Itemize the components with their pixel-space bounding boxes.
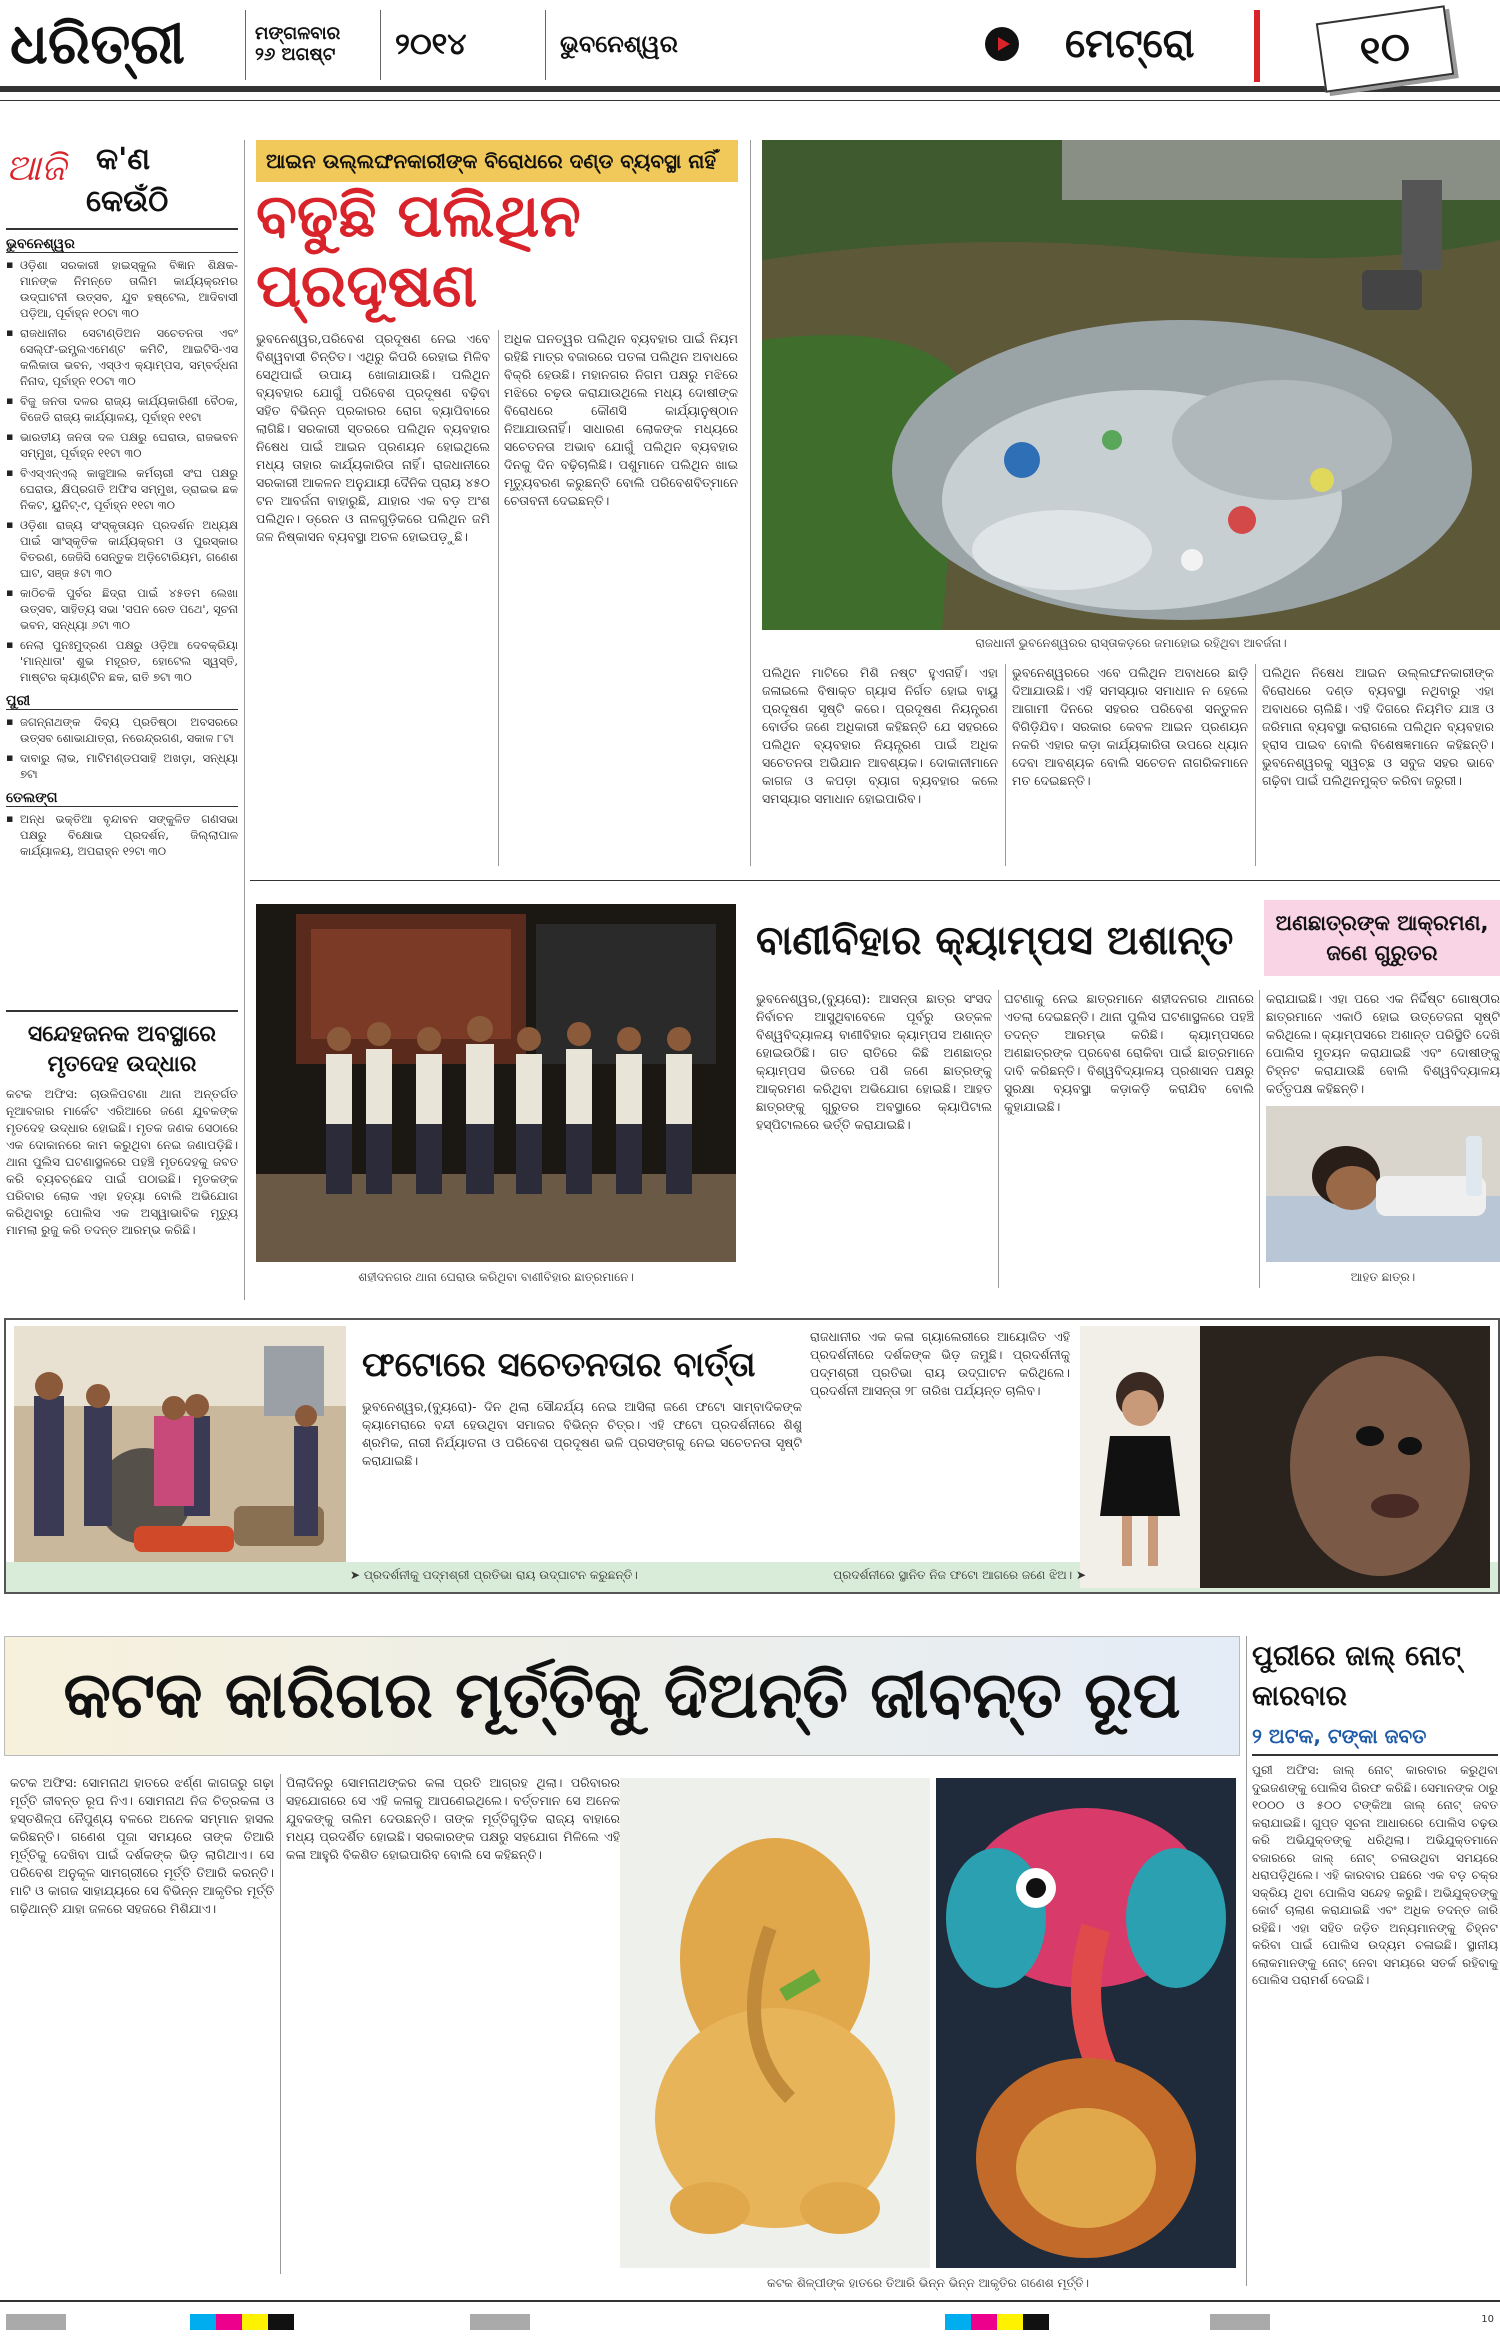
issue-date-text: ୨୬ ଅଗଷ୍ଟ — [255, 44, 336, 65]
artisan-headline-text: କଟକ କାରିଗର ମୂର୍ତ୍ତିକୁ ଦିଅନ୍ତି ଜୀବନ୍ତ ରୂପ — [63, 1659, 1181, 1733]
campus-column-1: ଭୁବନେଶ୍ୱର,(ବ୍ୟୁରୋ): ଆସନ୍ତା ଛାତ୍ର ସଂସଦ ନିର୍ବାଚନ ଆସୁଥିବାବେଳେ ପୂର୍ବରୁ ଉତ୍କଳ ବିଶ୍ୱବିଦ୍ୟାଳୟ ବାଣୀବିହାର କ୍ୟାମ୍ପସ ଅଶାନ୍ତ ହୋଇଉଠିଛି। ଗତ ରାତିରେ କିଛି ଅଣଛାତ୍ର କ୍ୟାମ୍ପସ ଭିତରେ ପଶି ଜଣେ ଛାତ୍ରଙ୍କୁ ଆକ୍ରମଣ କରିଥିବା ଅଭିଯୋଗ ହୋଇଛି। ଆହତ ଛାତ୍ରଙ୍କୁ ଗୁରୁତର ଅବସ୍ଥାରେ କ୍ୟାପିଟାଲ ହସ୍ପିଟାଲରେ ଭର୍ତ୍ତି କରାଯାଇଛି। — [756, 991, 992, 1132]
ganesh-idol-photo-1 — [620, 1778, 930, 2268]
event-item: ▪ ଓଡ଼ିଶା ସରକାରୀ ହାଇସ୍କୁଲ ବିଜ୍ଞାନ ଶିକ୍ଷକ-ମାନଙ୍କ ନିମନ୍ତେ ତାଲିମ କାର୍ଯ୍ୟକ୍ରମର ଉଦ୍‌ଘାଟନୀ ଉତ୍ସବ, ଯୁବ ହଷ୍ଟେଲ, ଆଦିବାସୀ ପଡ଼ିଆ, ପୂର୍ବାହ୍ନ ୧୦ଟା ୩୦ — [6, 257, 238, 321]
artisan-column-2: ପିଲାଦିନରୁ ସୋମନାଥଙ୍କର କଳା ପ୍ରତି ଆଗ୍ରହ ଥିଲା। ପରିବାରର ସହଯୋଗରେ ସେ ଏହି କଳାକୁ ଆପଣେଇଥିଲେ। ବର୍ତ୍ତମାନ ସେ ଅନେକ ଯୁବକଙ୍କୁ ତାଲିମ ଦେଉଛନ୍ତି। ତାଙ୍କ ମୂର୍ତ୍ତିଗୁଡ଼ିକ ରାଜ୍ୟ ବାହାରେ ମଧ୍ୟ ପ୍ରଦର୍ଶିତ ହୋଇଛି। ସରକାରଙ୍କ ପକ୍ଷରୁ ସହଯୋଗ ମିଳିଲେ ଏହି କଳା ଆହୁରି ବିକଶିତ ହୋଇପାରିବ ବୋଲି ସେ କହିଛନ୍ତି। — [286, 1775, 620, 1862]
girl-photo-art — [1080, 1326, 1490, 1588]
campus-column-2: ଘଟଣାକୁ ନେଇ ଛାତ୍ରମାନେ ଶହୀଦନଗର ଥାନାରେ ଏତଲା ଦେଇଛନ୍ତି। ଥାନା ପୁଲିସ ଘଟଣାସ୍ଥଳରେ ପହଞ୍ଚି ତଦନ୍ତ ଆରମ୍ଭ କରିଛି। କ୍ୟାମ୍ପସରେ ଅଣଛାତ୍ରଙ୍କ ପ୍ରବେଶ ରୋକିବା ପାଇଁ ଛାତ୍ରମାନେ ଦାବି କରିଛନ୍ତି। ବିଶ୍ୱବିଦ୍ୟାଳୟ ପ୍ରଶାସନ ପକ୍ଷରୁ ସୁରକ୍ଷା ବ୍ୟବସ୍ଥା କଡ଼ାକଡ଼ି କରାଯିବ ବୋଲି କୁହାଯାଇଛି। — [1004, 991, 1254, 1114]
issue-city-text: ଭୁବନେଶ୍ୱର — [560, 30, 678, 58]
issue-date — [255, 0, 375, 88]
sidebar-title-sub: କେଉଁଠି — [86, 184, 169, 219]
fake-notes-body: ପୁରୀ ଅଫିସ: ଜାଲ୍ ନୋଟ୍ କାରବାର କରୁଥିବା ଦୁଇଜଣଙ୍କୁ ପୋଲିସ ଗିରଫ କରିଛି। ସେମାନଙ୍କ ଠାରୁ ୧୦୦୦ ଓ ୫୦୦ ଟଙ୍କିଆ ଜାଲ୍ ନୋଟ୍ ଜବତ କରାଯାଇଛି। ଗୁପ୍ତ ସୂଚନା ଆଧାରରେ ପୋଲିସ ଚଢ଼ଉ କରି ଅଭିଯୁକ୍ତଙ୍କୁ ଧରିଥିଲା। ଅଭିଯୁକ୍ତମାନେ ବଜାରରେ ଜାଲ୍ ନୋଟ୍ ଚଳାଉଥିବା ସମୟରେ ଧରାପଡ଼ିଥିଲେ। ଏହି କାରବାର ପଛରେ ଏକ ବଡ଼ ଚକ୍ର ସକ୍ରିୟ ଥିବା ପୋଲିସ ସନ୍ଦେହ କରୁଛି। ଅଭିଯୁକ୍ତଙ୍କୁ କୋର୍ଟ ଚାଲାଣ କରାଯାଇଛି ଏବଂ ଅଧିକ ତଦନ୍ତ ଜାରି ରହିଛି। ଏହା ସହିତ ଜଡ଼ିତ ଅନ୍ୟମାନଙ୍କୁ ଚିହ୍ନଟ କରିବା ପାଇଁ ପୋଲିସ ଉଦ୍ୟମ ଚଳାଇଛି। ସ୍ଥାନୀୟ ଲୋକମାନଙ୍କୁ ନୋଟ୍ ନେବା ସମୟରେ ସତର୍କ ରହିବାକୁ ପୋଲିସ ପରାମର୍ଶ ଦେଇଛି। — [1252, 1763, 1498, 1987]
girl-photo — [1080, 1326, 1490, 1588]
story-body: କଟକ ଅଫିସ: ଚାଉଳିପଟଣା ଥାନା ଅନ୍ତର୍ଗତ ନୂଆବଜାର ମାର୍କେଟ ଏରିଆରେ ଜଣେ ଯୁବକଙ୍କ ମୃତଦେହ ଉଦ୍ଧାର ହୋଇଛି। ମୃତକ ଜଣକ ସେଠାରେ ଏକ ଦୋକାନରେ କାମ କରୁଥିବା ନେଇ ଜଣାପଡ଼ିଛି। ଥାନା ପୁଲିସ ଘଟଣାସ୍ଥଳରେ ପହଞ୍ଚି ମୃତଦେହକୁ ଜବତ କରି ବ୍ୟବଚ୍ଛେଦ ପାଇଁ ପଠାଇଛି। ମୃତକଙ୍କ ପରିବାର ଲୋକ ଏହା ହତ୍ୟା ବୋଲି ଅଭିଯୋଗ କରିଥିବାରୁ ପୋଲିସ ଏକ ଅସ୍ୱାଭାବିକ ମୃତ୍ୟୁ ମାମଲା ରୁଜୁ କରି ତଦନ୍ତ ଆରମ୍ଭ କରିଛି। — [6, 1087, 238, 1237]
expo-caption-right-text: ପ୍ରଦର୍ଶନୀରେ ସ୍ଥାନିତ ନିଜ ଫଟୋ ଆଗରେ ଜଣେ ଝିଅ। — [833, 1568, 1073, 1582]
ganesh-photo-caption: କଟକ ଶିଳ୍ପୀଙ୍କ ହାତରେ ତିଆରି ଭିନ୍ନ ଭିନ୍ନ ଆକୃତିର ଗଣେଶ ମୂର୍ତ୍ତି। — [766, 2276, 1090, 2290]
event-item: ▪ ଓଡ଼ିଶା ରାଜ୍ୟ ସଂସ୍କୃତାୟନ ପ୍ରଦର୍ଶନ ଅଧ୍ୟକ୍ଷ ପାଇଁ ସାଂସ୍କୃତିକ କାର୍ଯ୍ୟକ୍ରମ ଓ ପୁରସ୍କାର ବିତରଣ, ଜେଜିସି ସେନ୍ତୁକ ଅଡ଼ିଟୋରିୟମ, ଗଣେଶ ଘାଟ, ସଞ୍ଜ ୫ଟା ୩୦ — [6, 517, 238, 581]
page-number: ୧୦ — [1357, 22, 1413, 76]
lead-kicker-text: ଆଇନ ଉଲ୍ଲଙ୍ଘନକାରୀଙ୍କ ବିରୋଧରେ ଦଣ୍ଡ ବ୍ୟବସ୍ଥା ନାହିଁ — [266, 149, 717, 173]
expo-caption-left: ➤ ପ୍ରଦର୍ଶନୀକୁ ପଦ୍ମଶ୍ରୀ ପ୍ରତିଭା ରାୟ ଉଦ୍‌ଘାଟନ କରୁଛନ୍ତି। — [350, 1568, 638, 1582]
issue-city — [560, 0, 740, 88]
sidebar-title — [6, 140, 238, 230]
event-item: ▪ ବିଜୁ ଜନତା ଦଳର ରାଜ୍ୟ କାର୍ଯ୍ୟକାରିଣୀ ବୈଠକ, ବିଜେଡି ରାଜ୍ୟ କାର୍ଯ୍ୟାଳୟ, ପୂର୍ବାହ୍ନ ୧୧ଟା — [6, 393, 238, 425]
inauguration-art — [14, 1326, 346, 1562]
ganesh-idol-art-1 — [620, 1778, 930, 2268]
event-item: ▪ ବିଏସ୍‌ଏନ୍‌ଏଲ୍ କାଜୁଆଲ କର୍ମଚାରୀ ସଂଘ ପକ୍ଷରୁ ଘେରାଉ, କ୍ଷିପ୍ରଗତି ଅଫିସ ସମ୍ମୁଖ, ଡ୍ରାଇଭ ଛକ ନିକଟ, ୟୁନିଟ୍-୯, ପୂର୍ବାହ୍ନ ୧୧ଟା ୩୦ — [6, 465, 238, 513]
expo-caption-right: ପ୍ରଦର୍ଶନୀରେ ସ୍ଥାନିତ ନିଜ ଫଟୋ ଆଗରେ ଜଣେ ଝିଅ। ➤ — [833, 1568, 1086, 1582]
exhibition-inauguration-photo — [14, 1326, 346, 1562]
city-name: ପୁରୀ — [6, 693, 238, 710]
campus-subhead — [1264, 900, 1500, 976]
photo-expo-column-1: ଭୁବନେଶ୍ୱର,(ବ୍ୟୁରୋ)- ଦିନ ଥିଲା ସୌନ୍ଦର୍ଯ୍ୟ ନେଇ ଆସିଲା ଜଣେ ଫଟୋ ସାମ୍ବାଦିକଙ୍କ କ୍ୟାମେରାରେ ବନ୍ଦୀ ହେଉଥିବା ସମାଜର ବିଭିନ୍ନ ଚିତ୍ର। ଏହି ଫଟୋ ପ୍ରଦର୍ଶନୀରେ ଶିଶୁ ଶ୍ରମିକ, ନାରୀ ନିର୍ଯ୍ୟାତନା ଓ ପରିବେଶ ପ୍ରଦୂଷଣ ଭଳି ପ୍ରସଙ୍ଗକୁ ନେଇ ସଚେତନତା ସୃଷ୍ଟି କରାଯାଇଛି। — [362, 1399, 802, 1468]
section-divider — [1254, 10, 1260, 82]
events-sidebar — [6, 140, 238, 980]
fake-notes-subhead: ୨ ଅଟକ, ଟଙ୍କା ଜବତ — [1252, 1724, 1427, 1748]
brand-name: ଧରିତ୍ରୀ — [10, 10, 185, 77]
students-protest-art — [256, 904, 736, 1262]
photo-expo-headline — [362, 1340, 802, 1390]
fake-notes-headline: ପୁରୀରେ ଜାଲ୍ ନୋଟ୍ କାରବାର — [1252, 1639, 1462, 1712]
lead-kicker — [256, 140, 738, 182]
lead-headline — [256, 181, 738, 321]
issue-year-text: ୨୦୧୪ — [395, 26, 467, 62]
ganesh-idol-art-2 — [936, 1778, 1236, 2268]
campus-headline-text: ବାଣୀବିହାର କ୍ୟାମ୍ପସ ଅଶାନ୍ତ — [756, 918, 1234, 964]
artisan-headline-band — [4, 1636, 1240, 1756]
masthead — [0, 0, 1500, 92]
campus-headline — [756, 906, 1256, 976]
brand-logo — [10, 0, 240, 88]
city-name: ତେଲଙ୍ଗ — [6, 790, 238, 807]
event-item: ▪ କାଠିଚକି ପୁର୍ବର ଛିଦ୍ରା ପାଇଁ ୪୫ତମ ଲେଖା ଉତ୍ସବ, ସାହିତ୍ୟ ସଭା 'ସପନ ରେତ ପଥେ', ସୂଚନା ଭବନ, ସନ୍ଧ୍ୟା ୬ଟା ୩୦ — [6, 585, 238, 633]
body-recovery-story — [6, 1010, 238, 1300]
event-item: ▪ ରାଜଧାନୀର ସେଟାଣ୍ଡିଅନ ସଚେତନତା ଏବଂ ସେଲ୍ଫ-ଇମ୍ପ୍ଲଏମେଣ୍ଟ କମିଟି, ଆଇଟିସି-ଏସ କଲିକାତା ଭବନ, ଏସ୍‌ଓଏ କ୍ୟାମ୍ପସ, ସମ୍ବର୍ଦ୍ଧନା ନିନାଦ, ପୂର୍ବାହ୍ନ ୧୦ଟା ୩୦ — [6, 325, 238, 389]
section-name-text: ମେଟ୍ରୋ — [1065, 21, 1195, 67]
event-item: ▪ ଭାରତୀୟ ଜନତା ଦଳ ପକ୍ଷରୁ ଘେରାଉ, ରାଜଭବନ ସମ୍ମୁଖ, ପୂର୍ବାହ୍ନ ୧୧ଟା ୩୦ — [6, 429, 238, 461]
event-item: ▪ ଅନ୍ଧ ଭକ୍ତିଆ ବୃନ୍ଦାବନ ସଙ୍କୁଳିତ ଗଣସଭା ପକ୍ଷରୁ ବିକ୍ଷୋଭ ପ୍ରଦର୍ଶନ, ଜିଲ୍ଲାପାଳ କାର୍ଯ୍ୟାଳୟ, ଅପରାହ୍ନ ୧୨ଟା ୩୦ — [6, 811, 238, 859]
students-protest-photo — [256, 904, 736, 1262]
lead-column-2: ଅଧିକ ଘନତ୍ୱର ପଲିଥିନ ବ୍ୟବହାର ପାଇଁ ନିୟମ ରହିଛି ମାତ୍ର ବଜାରରେ ପତଳା ପଲିଥିନ ଅବାଧରେ ବିକ୍ରି ହେଉଛି। ମହାନଗର ନିଗମ ପକ୍ଷରୁ ମଝିରେ ମଝିରେ ଚଢ଼ଉ କରାଯାଉଥିଲେ ମଧ୍ୟ ଦୋଷୀଙ୍କ ବିରୋଧରେ କୌଣସି କାର୍ଯ୍ୟାନୁଷ୍ଠାନ ନିଆଯାଉନାହିଁ। ସାଧାରଣ ଲୋକଙ୍କ ମଧ୍ୟରେ ସଚେତନତା ଅଭାବ ଯୋଗୁଁ ପଲିଥିନ ବ୍ୟବହାର ଦିନକୁ ଦିନ ବଢ଼ିଚାଲିଛି। ପଶୁମାନେ ପଲିଥିନ ଖାଇ ମୃତ୍ୟୁବରଣ କରୁଛନ୍ତି ବୋଲି ପରିବେଶବିତ୍‌ମାନେ ଚେତାବନୀ ଦେଇଛନ୍ତି। — [504, 331, 738, 508]
garbage-photo-art — [762, 140, 1500, 630]
garbage-photo — [762, 140, 1500, 630]
students-photo-caption: ଶହୀଦନଗର ଥାନା ଘେରାଉ କରିଥିବା ବାଣୀବିହାର ଛାତ୍ରମାନେ। — [358, 1270, 634, 1284]
story-headline: ସନ୍ଦେହଜନକ ଅବସ୍ଥାରେ ମୃତଦେହ ଉଦ୍ଧାର — [27, 1022, 217, 1077]
city-puri — [6, 693, 238, 786]
issue-day: ମଙ୍ଗଳବାର — [255, 23, 341, 44]
city-telang — [6, 790, 238, 863]
injured-student-caption: ଆହତ ଛାତ୍ର। — [1350, 1270, 1416, 1284]
garbage-photo-caption: ରାଜଧାନୀ ଭୁବନେଶ୍ୱରର ରାସ୍ତାକଡ଼ରେ ଜମାହୋଇ ରହିଥିବା ଆବର୍ଜନା। — [975, 636, 1287, 650]
expo-caption-left-text: ପ୍ରଦର୍ଶନୀକୁ ପଦ୍ମଶ୍ରୀ ପ୍ରତିଭା ରାୟ ଉଦ୍‌ଘାଟନ କରୁଛନ୍ତି। — [363, 1568, 638, 1582]
lead-column-5: ପଲିଥିନ ନିଷେଧ ଆଇନ ଉଲ୍ଲଙ୍ଘନକାରୀଙ୍କ ବିରୋଧରେ ଦଣ୍ଡ ବ୍ୟବସ୍ଥା ନଥିବାରୁ ଏହା ଅବାଧରେ ଚାଲିଛି। ଏହି ଦିଗରେ ନିୟମିତ ଯାଞ୍ଚ ଓ ଜରିମାନା ବ୍ୟବସ୍ଥା କରାଗଲେ ପଲିଥିନ ବ୍ୟବହାର ହ୍ରାସ ପାଇବ ବୋଲି ବିଶେଷଜ୍ଞମାନେ କହିଛନ୍ତି। ଭୁବନେଶ୍ୱରକୁ ସ୍ୱଚ୍ଛ ଓ ସବୁଜ ସହର ଭାବେ ଗଢ଼ିବା ପାଇଁ ପଲିଥିନମୁକ୍ତ କରିବା ଜରୁରୀ। — [1262, 665, 1494, 788]
photo-expo-column-2: ରାଜଧାନୀର ଏକ କଳା ଗ୍ୟାଲେରୀରେ ଆୟୋଜିତ ଏହି ପ୍ରଦର୍ଶନୀରେ ଦର୍ଶକଙ୍କ ଭିଡ଼ ଜମୁଛି। ପ୍ରଦର୍ଶନୀକୁ ପଦ୍ମଶ୍ରୀ ପ୍ରତିଭା ରାୟ ଉଦ୍‌ଘାଟନ କରିଥିଲେ। ପ୍ରଦର୍ଶନୀ ଆସନ୍ତା ୨୮ ତାରିଖ ପର୍ଯ୍ୟନ୍ତ ଚାଲିବ। — [810, 1329, 1070, 1398]
play-icon — [985, 0, 1025, 88]
section-name — [1065, 0, 1235, 88]
sidebar-title-script: ଆଜି — [6, 148, 66, 189]
injured-student-photo — [1266, 1106, 1500, 1262]
injured-student-art — [1266, 1106, 1500, 1262]
event-item: ▪ ଦାବାରୁ ଲାଭ, ମାଟିମଣ୍ଡପସାହି ଅଖଡ଼ା, ସନ୍ଧ୍ୟା ୭ଟା — [6, 750, 238, 782]
event-item: ▪ ନେଲା ପୁନଃମୁଦ୍ରଣ ପକ୍ଷରୁ ଓଡ଼ିଆ ଦେବକ୍ରିୟା 'ମାନ୍ଧାତା' ଶୁଭ ମହୂରତ, ହୋଟେଲ ସ୍ୱସ୍ତି, ମାଷ୍ଟର କ୍ୟାଣ୍ଟିନ ଛକ, ରାତି ୭ଟା ୩୦ — [6, 637, 238, 685]
footer-page-number: 10 — [1481, 2314, 1494, 2325]
city-bhubaneswar — [6, 236, 238, 689]
print-marks — [0, 2310, 1500, 2338]
lead-column-1: ଭୁବନେଶ୍ୱର,ପରିବେଶ ପ୍ରଦୂଷଣ ନେଇ ଏବେ ବିଶ୍ୱବାସୀ ଚିନ୍ତିତ। ଏଥିରୁ କିପରି ରେହାଇ ମିଳିବ ସେଥିପାଇଁ ଉପାୟ ଖୋଜାଯାଉଛି। ପଲିଥିନ ବ୍ୟବହାର ଯୋଗୁଁ ପରିବେଶ ପ୍ରଦୂଷଣ ବଢ଼ିବା ସହିତ ବିଭିନ୍ନ ପ୍ରକାରର ରୋଗ ବ୍ୟାପିବାରେ ଲାଗିଛି। ସରକାରୀ ସ୍ତରରେ ପଲିଥିନ ବ୍ୟବହାର ନିଷେଧ ପାଇଁ ଆଇନ ପ୍ରଣୟନ ହୋଇଥିଲେ ମଧ୍ୟ ତାହାର କାର୍ଯ୍ୟକାରିତା ନାହିଁ। ରାଜଧାନୀରେ ସରକାରୀ ଆକଳନ ଅନୁଯାୟୀ ଦୈନିକ ପ୍ରାୟ ୪୫୦ ଟନ ଆବର୍ଜନା ବାହାରୁଛି, ଯାହାର ଏକ ବଡ଼ ଅଂଶ ପଲିଥିନ। ଡ୍ରେନ ଓ ନାଳଗୁଡ଼ିକରେ ପଲିଥିନ ଜମି ଜଳ ନିଷ୍କାସନ ବ୍ୟବସ୍ଥା ଅଚଳ ହୋଇପଡ଼ୁଛି। — [256, 331, 490, 544]
page-number-tag — [1316, 5, 1454, 92]
artisan-column-1: କଟକ ଅଫିସ: ସୋମନାଥ ହାତରେ ଝର୍ଣ୍ଣ କାଗଜରୁ ଗଢ଼ା ମୂର୍ତ୍ତି ଜୀବନ୍ତ ରୂପ ନିଏ। ସୋମନାଥ ନିଜ ଚିତ୍ରକଳା ଓ ହସ୍ତଶିଳ୍ପ ନୈପୁଣ୍ୟ ବଳରେ ଅନେକ ସମ୍ମାନ ହାସଲ କରିଛନ୍ତି। ଗଣେଶ ପୂଜା ସମୟରେ ତାଙ୍କ ତିଆରି ମୂର୍ତ୍ତିକୁ ଦେଖିବା ପାଇଁ ଦର୍ଶକଙ୍କ ଭିଡ଼ ଲାଗିଥାଏ। ସେ ପରିବେଶ ଅନୁକୂଳ ସାମଗ୍ରୀରେ ମୂର୍ତ୍ତି ତିଆରି କରନ୍ତି। ମାଟି ଓ କାଗଜ ସାହାଯ୍ୟରେ ସେ ବିଭିନ୍ନ ଆକୃତିର ମୂର୍ତ୍ତି ଗଢ଼ିଥାନ୍ତି ଯାହା ଜଳରେ ସହଜରେ ମିଶିଯାଏ। — [10, 1775, 274, 1916]
event-item: ▪ ଜଗନ୍ନାଥଙ୍କ ଦିବ୍ୟ ପ୍ରତିଷ୍ଠା ଅବସରରେ ଉତ୍ସବ ଶୋଭାଯାତ୍ରା, ନରେନ୍ଦ୍ରଗଣ, ସକାଳ ୮ଟା — [6, 714, 238, 746]
campus-column-3: କରାଯାଇଛି। ଏହା ପରେ ଏକ ନିର୍ଦ୍ଦିଷ୍ଟ ଗୋଷ୍ଠୀର ଛାତ୍ରମାନେ ଏକାଠି ହୋଇ ଉତ୍ତେଜନା ସୃଷ୍ଟି କରିଥିଲେ। କ୍ୟାମ୍ପସରେ ଅଶାନ୍ତ ପରିସ୍ଥିତି ଦେଖି ପୋଲିସ ମୁତୟନ କରାଯାଇଛି ଏବଂ ଦୋଷୀଙ୍କୁ ଚିହ୍ନଟ କରାଯାଉଛି ବୋଲି ବିଶ୍ୱବିଦ୍ୟାଳୟ କର୍ତ୍ତୃପକ୍ଷ କହିଛନ୍ତି। — [1266, 991, 1500, 1096]
photo-expo-headline-text: ଫଟୋରେ ସଚେତନତାର ବାର୍ତ୍ତା — [362, 1345, 756, 1385]
lead-column-3: ପଲିଥିନ ମାଟିରେ ମିଶି ନଷ୍ଟ ହୁଏନାହିଁ। ଏହା ଜଳାଇଲେ ବିଷାକ୍ତ ଗ୍ୟାସ ନିର୍ଗତ ହୋଇ ବାୟୁ ପ୍ରଦୂଷଣ ସୃଷ୍ଟି କରେ। ପ୍ରଦୂଷଣ ନିୟନ୍ତ୍ରଣ ବୋର୍ଡର ଜଣେ ଅଧିକାରୀ କହିଛନ୍ତି ଯେ ସହରରେ ପଲିଥିନ ବ୍ୟବହାର ନିୟନ୍ତ୍ରଣ ପାଇଁ ଅଧିକ ସଚେତନତା ଅଭିଯାନ ଆବଶ୍ୟକ। ଦୋକାନୀମାନେ କାଗଜ ଓ କପଡ଼ା ବ୍ୟାଗ ବ୍ୟବହାର କଲେ ସମସ୍ୟାର ସମାଧାନ ହୋଇପାରିବ। — [762, 665, 998, 806]
issue-year — [395, 0, 535, 88]
lead-headline-text: ବଢୁଛି ପଲିଥିନ ପ୍ରଦୂଷଣ — [256, 181, 581, 321]
fake-notes-story — [1252, 1636, 1498, 2286]
lead-column-4: ଭୁବନେଶ୍ୱରରେ ଏବେ ପଲିଥିନ ଅବାଧରେ ଛାଡ଼ି ଦିଆଯାଉଛି। ଏହି ସମସ୍ୟାର ସମାଧାନ ନ ହେଲେ ଆଗାମୀ ଦିନରେ ସହରର ପରିବେଶ ସନ୍ତୁଳନ ବିଗିଡ଼ିଯିବ। ସରକାର କେବଳ ଆଇନ ପ୍ରଣୟନ ନକରି ଏହାର କଡ଼ା କାର୍ଯ୍ୟକାରିତା ଉପରେ ଧ୍ୟାନ ଦେବା ଆବଶ୍ୟକ ବୋଲି ସଚେତନ ନାଗରିକମାନେ ମତ ଦେଇଛନ୍ତି। — [1012, 665, 1248, 788]
campus-subhead-text: ଅଣଛାତ୍ରଙ୍କ ଆକ୍ରମଣ, ଜଣେ ଗୁରୁତର — [1275, 911, 1489, 965]
city-name: ଭୁବନେଶ୍ୱର — [6, 236, 238, 253]
sidebar-title-main: କ'ଣ — [96, 142, 151, 177]
ganesh-idol-photo-2 — [936, 1778, 1236, 2268]
